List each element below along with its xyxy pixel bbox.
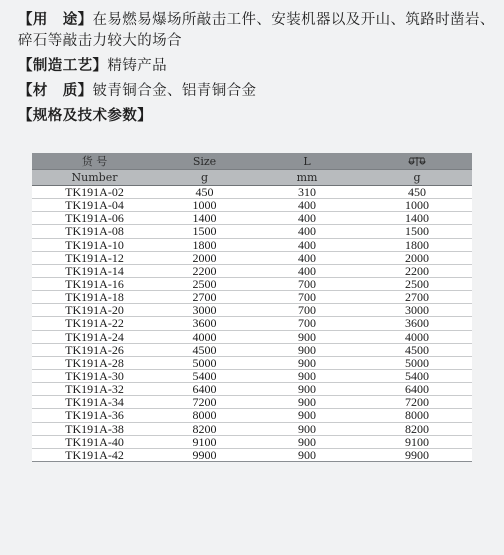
table-row — [32, 317, 472, 330]
cell-size: 1400 — [157, 212, 252, 225]
cell-length: 900 — [252, 422, 362, 435]
cell-weight: 2700 — [362, 291, 472, 304]
cell-weight: 2500 — [362, 277, 472, 290]
info-material — [18, 81, 504, 102]
cell-length: 400 — [252, 212, 362, 225]
table-row — [32, 396, 472, 409]
cell-size: 8000 — [157, 409, 252, 422]
info-material-text: 铍青铜合金、铝青铜合金 — [92, 83, 257, 99]
cell-size: 450 — [157, 186, 252, 199]
spec-table-wrapper — [32, 153, 472, 462]
cell-size: 4000 — [157, 330, 252, 343]
cell-number: TK191A-06 — [32, 212, 157, 225]
balance-scale-icon — [408, 156, 426, 167]
cell-number: TK191A-34 — [32, 396, 157, 409]
cell-size: 9100 — [157, 435, 252, 448]
cell-weight: 3000 — [362, 304, 472, 317]
cell-length: 700 — [252, 317, 362, 330]
info-usage-tag: 【用 途】 — [18, 12, 93, 28]
table-subheader-row — [32, 170, 472, 186]
subheader-length-unit: mm — [252, 170, 362, 186]
cell-size: 5000 — [157, 356, 252, 369]
table-row — [32, 304, 472, 317]
table-row — [32, 251, 472, 264]
table-header-row — [32, 153, 472, 170]
info-process — [18, 56, 504, 77]
header-number: 货 号 — [32, 153, 157, 170]
cell-number: TK191A-24 — [32, 330, 157, 343]
cell-weight: 1800 — [362, 238, 472, 251]
cell-weight: 8200 — [362, 422, 472, 435]
table-row — [32, 435, 472, 448]
table-row — [32, 199, 472, 212]
cell-number: TK191A-30 — [32, 369, 157, 382]
info-usage-text: 在易燃易爆场所敲击工件、安装机器以及开山、筑路时凿岩、碎石等敲击力较大的场合 — [18, 12, 495, 49]
cell-number: TK191A-38 — [32, 422, 157, 435]
cell-number: TK191A-22 — [32, 317, 157, 330]
cell-weight: 2000 — [362, 251, 472, 264]
cell-weight: 7200 — [362, 396, 472, 409]
cell-length: 310 — [252, 186, 362, 199]
cell-number: TK191A-02 — [32, 186, 157, 199]
cell-number: TK191A-42 — [32, 448, 157, 461]
cell-weight: 9100 — [362, 435, 472, 448]
table-row — [32, 264, 472, 277]
cell-weight: 5400 — [362, 369, 472, 382]
cell-number: TK191A-32 — [32, 383, 157, 396]
info-process-tag: 【制造工艺】 — [18, 58, 108, 74]
table-row — [32, 369, 472, 382]
cell-number: TK191A-40 — [32, 435, 157, 448]
table-row — [32, 212, 472, 225]
table-row — [32, 448, 472, 461]
cell-weight: 450 — [362, 186, 472, 199]
cell-size: 5400 — [157, 369, 252, 382]
cell-length: 900 — [252, 409, 362, 422]
cell-length: 400 — [252, 225, 362, 238]
cell-weight: 9900 — [362, 448, 472, 461]
table-row — [32, 422, 472, 435]
cell-number: TK191A-14 — [32, 264, 157, 277]
cell-size: 3600 — [157, 317, 252, 330]
cell-number: TK191A-26 — [32, 343, 157, 356]
cell-size: 2500 — [157, 277, 252, 290]
subheader-size-unit: g — [157, 170, 252, 186]
cell-size: 8200 — [157, 422, 252, 435]
info-specs-tag: 【规格及技术参数】 — [18, 108, 153, 124]
header-weight — [362, 153, 472, 170]
cell-length: 900 — [252, 330, 362, 343]
cell-length: 700 — [252, 304, 362, 317]
subheader-number: Number — [32, 170, 157, 186]
table-row — [32, 238, 472, 251]
table-row — [32, 277, 472, 290]
cell-length: 400 — [252, 264, 362, 277]
info-usage — [18, 10, 504, 52]
cell-weight: 2200 — [362, 264, 472, 277]
table-row — [32, 409, 472, 422]
cell-length: 700 — [252, 277, 362, 290]
cell-weight: 1500 — [362, 225, 472, 238]
table-row — [32, 225, 472, 238]
cell-number: TK191A-12 — [32, 251, 157, 264]
cell-size: 7200 — [157, 396, 252, 409]
cell-number: TK191A-16 — [32, 277, 157, 290]
cell-length: 900 — [252, 396, 362, 409]
cell-size: 1800 — [157, 238, 252, 251]
cell-number: TK191A-20 — [32, 304, 157, 317]
info-specs — [18, 106, 504, 127]
cell-length: 400 — [252, 199, 362, 212]
cell-weight: 4000 — [362, 330, 472, 343]
cell-size: 9900 — [157, 448, 252, 461]
cell-weight: 1000 — [362, 199, 472, 212]
header-length: L — [252, 153, 362, 170]
cell-number: TK191A-04 — [32, 199, 157, 212]
cell-number: TK191A-08 — [32, 225, 157, 238]
cell-size: 2700 — [157, 291, 252, 304]
cell-weight: 4500 — [362, 343, 472, 356]
cell-length: 900 — [252, 435, 362, 448]
table-row — [32, 291, 472, 304]
table-row — [32, 186, 472, 199]
cell-weight: 5000 — [362, 356, 472, 369]
product-info-section — [18, 10, 504, 131]
spec-table-body — [32, 186, 472, 462]
table-row — [32, 330, 472, 343]
cell-length: 400 — [252, 238, 362, 251]
cell-length: 900 — [252, 356, 362, 369]
cell-length: 700 — [252, 291, 362, 304]
info-process-text: 精铸产品 — [107, 58, 168, 74]
cell-weight: 3600 — [362, 317, 472, 330]
cell-size: 4500 — [157, 343, 252, 356]
table-row — [32, 383, 472, 396]
cell-length: 400 — [252, 251, 362, 264]
cell-weight: 6400 — [362, 383, 472, 396]
info-material-tag: 【材 质】 — [18, 83, 93, 99]
cell-size: 1000 — [157, 199, 252, 212]
cell-length: 900 — [252, 383, 362, 396]
cell-size: 6400 — [157, 383, 252, 396]
cell-length: 900 — [252, 369, 362, 382]
cell-number: TK191A-10 — [32, 238, 157, 251]
cell-weight: 1400 — [362, 212, 472, 225]
cell-weight: 8000 — [362, 409, 472, 422]
header-size: Size — [157, 153, 252, 170]
subheader-weight-unit: g — [362, 170, 472, 186]
cell-number: TK191A-18 — [32, 291, 157, 304]
cell-number: TK191A-28 — [32, 356, 157, 369]
cell-length: 900 — [252, 448, 362, 461]
cell-size: 1500 — [157, 225, 252, 238]
cell-length: 900 — [252, 343, 362, 356]
cell-number: TK191A-36 — [32, 409, 157, 422]
cell-size: 2000 — [157, 251, 252, 264]
table-row — [32, 343, 472, 356]
cell-size: 2200 — [157, 264, 252, 277]
spec-table — [32, 153, 472, 462]
table-row — [32, 356, 472, 369]
cell-size: 3000 — [157, 304, 252, 317]
